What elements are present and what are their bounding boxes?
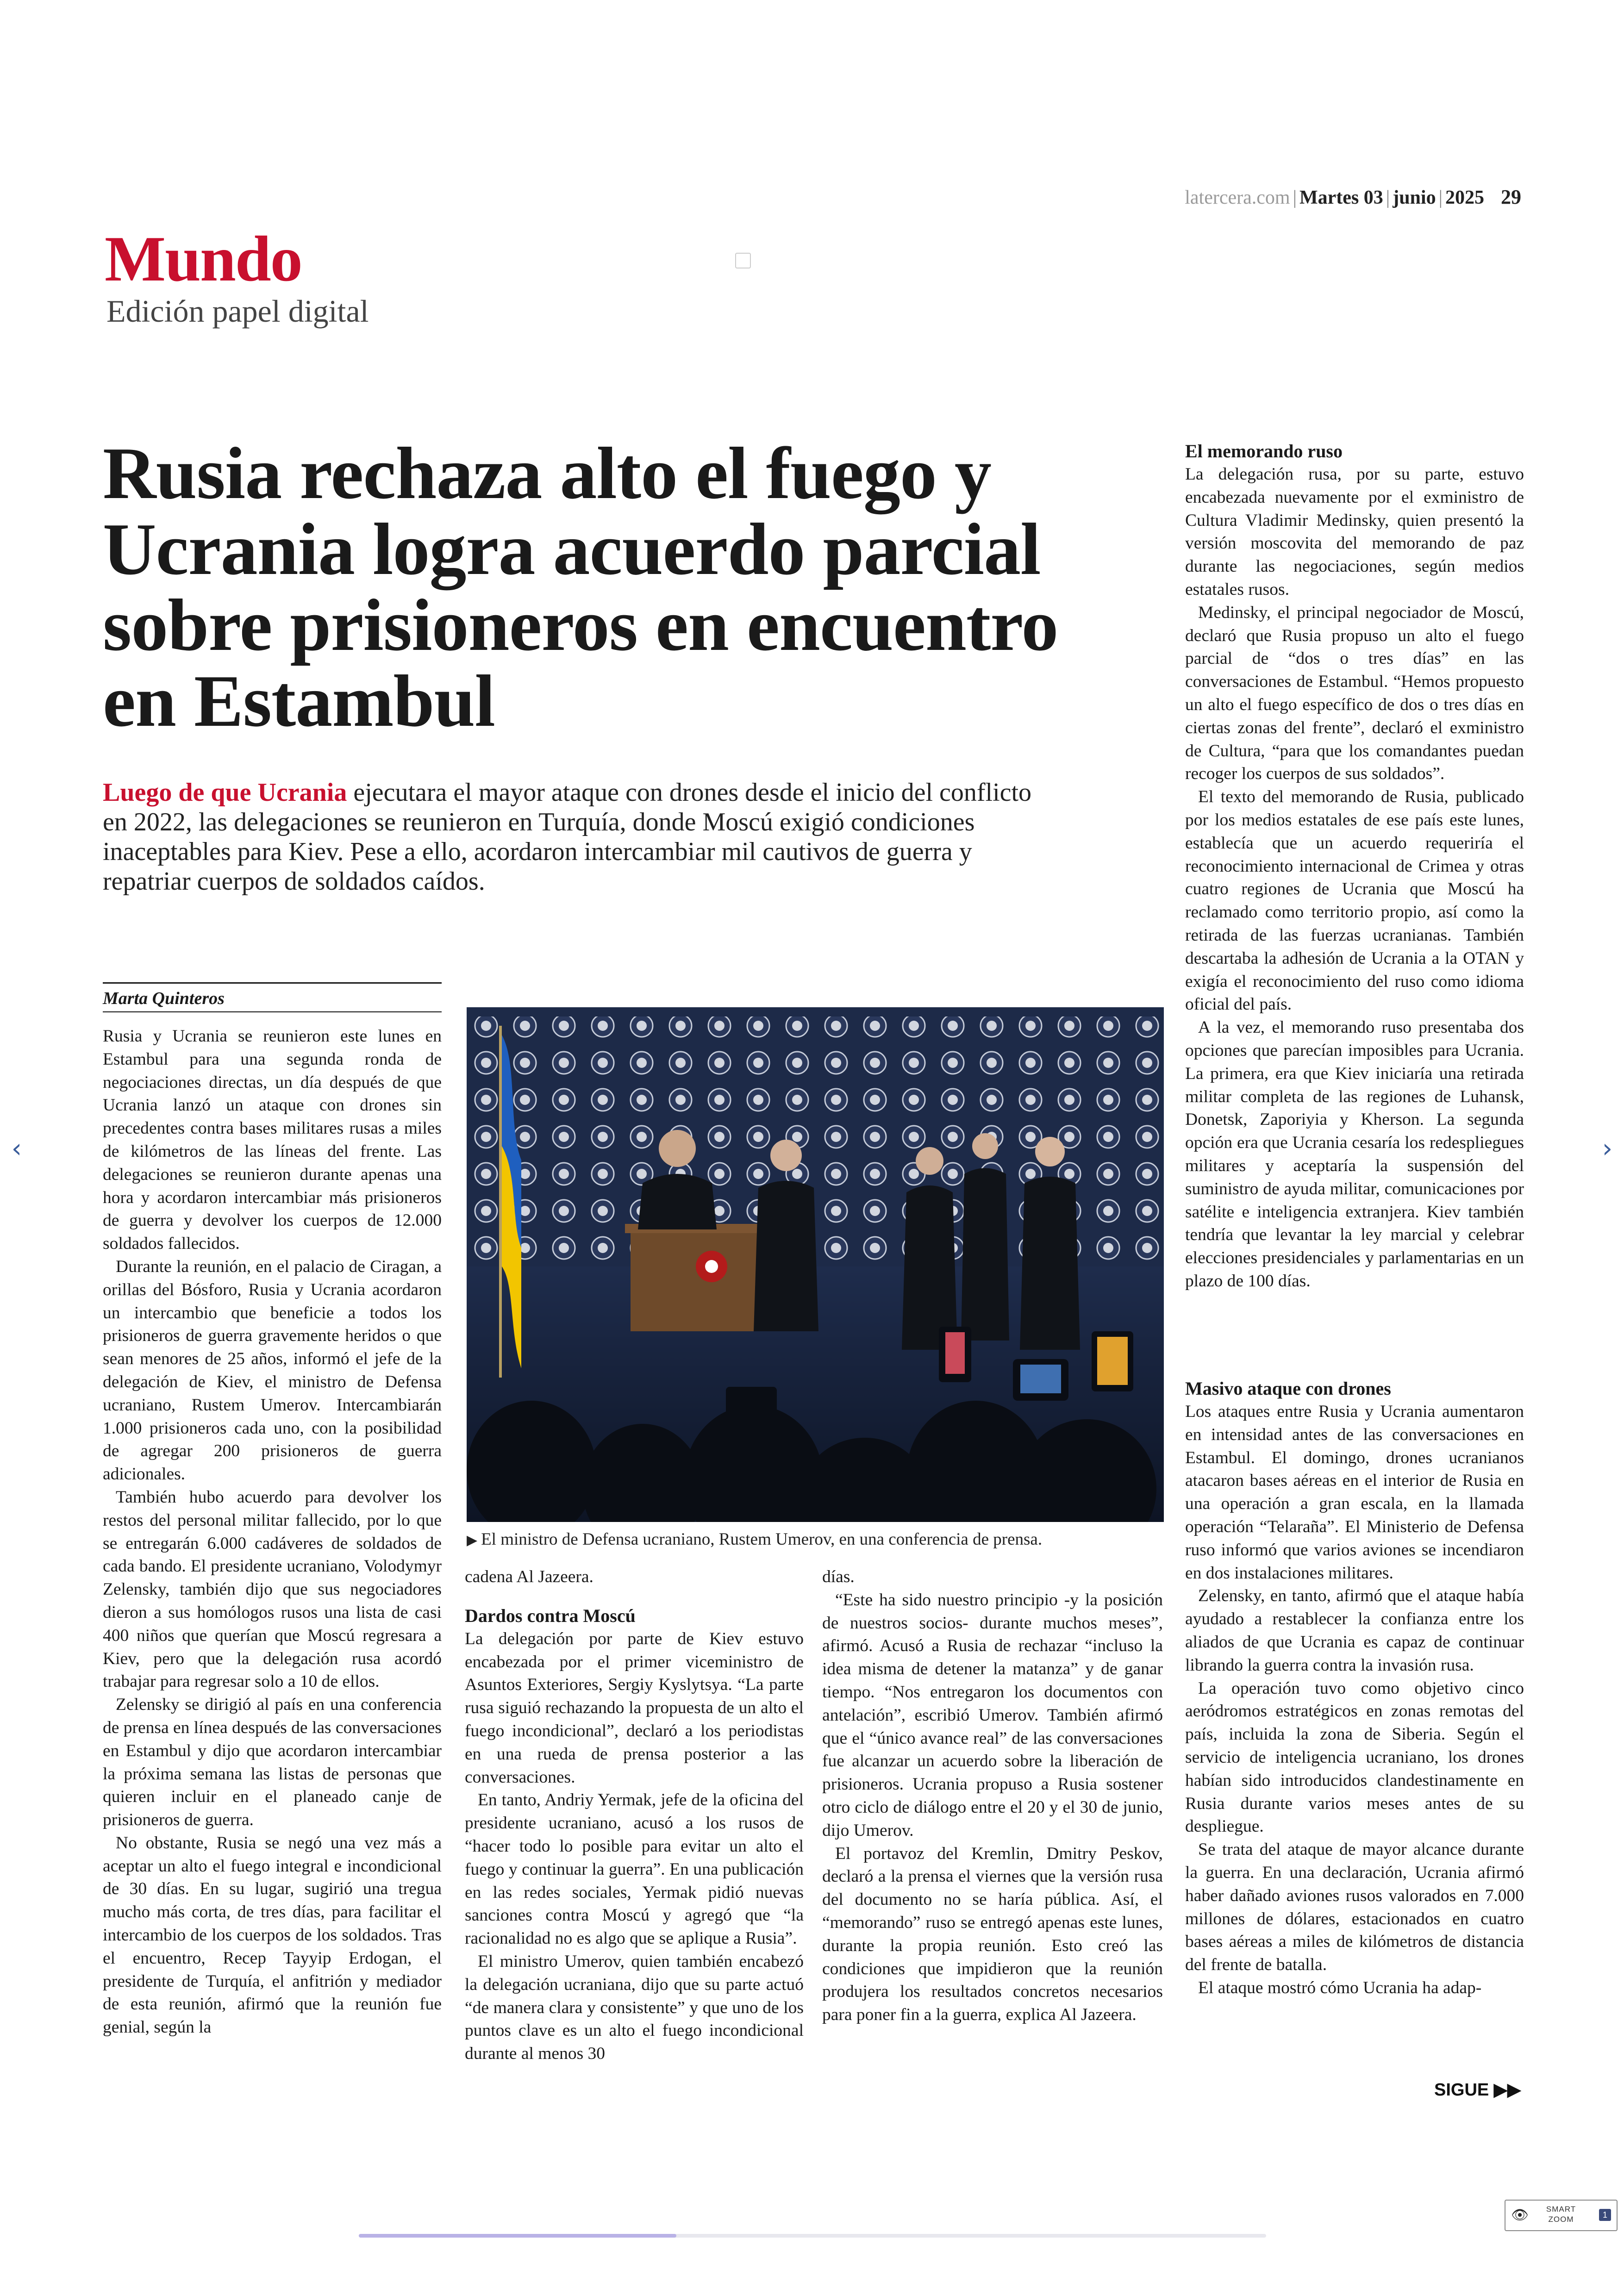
article-column-1 [103,1025,442,2039]
article-column-4-lower [1185,1377,1524,2000]
paragraph: Durante la reunión, en el palacio de Ciragan, a orillas del Bósforo, Rusia y Ucrania acordaron un intercambio que beneficie a todos los prisioneros de guerra gravemente heridos o que sean menores de 25 años, informó el jefe de la delegación de Kiev, el ministro de Defensa ucraniano, Rustem Umerov. Intercambiarán 1.000 prisioneros cada uno, con la posibilidad de agregar 200 prisioneros de guerra adicionales. [103,1257,442,1484]
chevron-left-icon[interactable]: ‹ [11,1134,22,1164]
reading-progress-fill [359,2234,676,2238]
issue-date: Martes 03 [1299,187,1383,208]
article-column-4 [1185,440,1524,1293]
paragraph: La delegación por parte de Kiev estuvo encabezada por el primer viceministro de Asuntos Exteriores, Sergiy Kyslytsya. “La parte rusa siguió rechazando la propuesta de un alto el fuego incondicional”, declaró a los periodistas en una rueda de prensa posterior a las conversaciones. [465,1629,804,1787]
issue-month: junio [1393,187,1436,208]
paragraph: Zelensky, en tanto, afirmó que el ataque había ayudado a restablecer la confianza entre los aliados de que Ucrania es capaz de continuar librando la guerra contra la invasión rusa. [1185,1586,1524,1675]
subheading: Dardos contra Moscú [465,1605,636,1626]
paragraph: El texto del memorando de Rusia, publicado por los medios estatales de ese país este lunes, establecía que un acuerdo requeriría el reconocimiento internacional de Crimea y otras cuatro regiones de Ucrania que Moscú ha reclamado como territorio propio, así como la retirada de las fuerzas ucranianas. También descartaba la adhesión de Ucrania a la OTAN y exigía el reconocimiento del ruso como idioma oficial del país. [1185,787,1524,1014]
paragraph: El ministro Umerov, quien también encabezó la delegación ucraniana, dijo que su parte actuó “de manera clara y consistente” y que uno de los puntos clave es un alto el fuego incondicional durante al menos 30 [465,1952,804,2064]
smart-zoom-badge: 1 [1599,2209,1611,2221]
press-conference-illustration [467,1007,1164,1522]
lead-kicker: Luego de que Ucrania [103,778,347,807]
article-headline: Rusia rechaza alto el fuego y Ucrania logra acuerdo parcial sobre prisioneros en encuentro en Estambul [103,432,1058,742]
caption-arrow-icon: ▶ [467,1533,478,1548]
eye-icon: 👁 [1511,2207,1529,2223]
article-lead [103,778,1052,896]
smart-zoom-label: SMART ZOOM [1546,2205,1576,2224]
paragraph: Rusia y Ucrania se reunieron este lunes en Estambul para una segunda ronda de negociaciones directas, un día después de que Ucrania lanzó un ataque con drones sin precedentes contra bases militares rusas a miles de kilómetros de las líneas del frente. Las delegaciones se reunieron durante apenas una hora y acordaron intercambiar más prisioneros de guerra y devolver los cuerpos de 12.000 soldados fallecidos. [103,1027,442,1254]
paragraph: cadena Al Jazeera. [465,1567,593,1586]
paragraph: Se trata del ataque de mayor alcance durante la guerra. En una declaración, Ucrania afirmó haber dañado aviones rusos valorados en 7.000 millones de dólares, estacionados en cuatro bases aéreas a miles de kilómetros de distancia del frente de batalla. [1185,1840,1524,1975]
page-number: 29 [1501,186,1521,208]
paragraph: La operación tuvo como objetivo cinco aeródromos estratégicos en zonas remotas del país, incluida la zona de Siberia. Según el servicio de inteligencia ucraniano, los drones habían sido introducidos clandestinamente en Rusia durante varios meses antes de su despliegue. [1185,1678,1524,1836]
site-name: latercera.com [1185,187,1290,208]
subheading: Masivo ataque con drones [1185,1378,1391,1399]
article-photo[interactable] [467,1007,1164,1522]
paragraph: A la vez, el memorando ruso presentaba dos opciones que parecían imposibles para Ucrania. La primera, era que Kiev iniciaría una retirada militar completa de las regiones de Luhansk, Donetsk, Zaporiyia y Kherson. La segunda opción era que Ucrania cesaría los redespliegues militares y aceptaría la suspensión del suministro de ayuda militar, comunicaciones por satélite e inteligencia extranjera. Kiev también tendría que levantar la ley marcial y celebrar elecciones presidenciales y parlamentarias en un plazo de 100 días. [1185,1018,1524,1291]
paragraph: No obstante, Rusia se negó una vez más a aceptar un alto el fuego integral e incondicional de 30 días. En su lugar, sugirió una tregua mucho más corta, de tres días, para facilitar el intercambio de los cuerpos de los soldados. Tras el encuentro, Recep Tayyip Erdogan, el presidente de Turquía, el anfitrión y mediador de esta reunión, afirmó que la reunión fue genial, según la [103,1833,442,2037]
continue-label: SIGUE ▶▶ [1434,2080,1521,2100]
paragraph: El ataque mostró cómo Ucrania ha adap- [1198,1978,1482,1997]
paragraph: La delegación rusa, por su parte, estuvo encabezada nuevamente por el exministro de Cultura Vladimir Medinsky, quien presentó la versión moscovita del memorando de paz durante las negociaciones, según medios estatales rusos. [1185,465,1524,599]
subheading: El memorando ruso [1185,441,1343,461]
paragraph: “Este ha sido nuestro principio -y la posición de nuestros socios- durante muchos meses”, afirmó. Acusó a Rusia de rechazar “incluso la idea misma de detener la matanza” y de ganar tiempo. “Nos entregaron los documentos con antelación”, escribió Umerov. También afirmó que el “único avance real” de las conversaciones fue alcanzar un acuerdo sobre la liberación de prisioneros. Ucrania propuso a Rusia sostener otro ciclo de diálogo entre el 20 y el 30 de junio, dijo Umerov. [822,1590,1163,1840]
ad-marker-icon [735,253,751,268]
issue-year: 2025 [1445,187,1484,208]
caption-text: El ministro de Defensa ucraniano, Rustem Umerov, en una conferencia de prensa. [481,1530,1043,1549]
paragraph: Zelensky se dirigió al país en una conferencia de prensa en línea después de las conversaciones en Estambul y dijo que acordaron intercambiar la próxima semana las listas de personas que quieren incluir en el planeado canje de prisioneros de guerra. [103,1695,442,1830]
paragraph: En tanto, Andriy Yermak, jefe de la oficina del presidente ucraniano, acusó a los rusos de “hacer todo lo posible para evitar un alto el fuego y continuar la guerra”. En una publicación en las redes sociales, Yermak pidió nuevas sanciones contra Moscú y agregó que “la racionalidad no es algo que se aplique a Rusia”. [465,1790,804,1948]
byline: Marta Quinteros [103,982,442,1012]
paragraph: días. [822,1567,855,1586]
article-column-3 [822,1565,1163,2027]
page-folio: latercera.com | Martes 03 | junio | 2025 29 [1185,186,1521,208]
lead-text: ejecutara el mayor ataque con drones desde el inicio del conflicto en 2022, las delegaciones se reunieron en Turquía, donde Moscú exigió condiciones inaceptables para Kiev. Pese a ello, acordaron intercambiar mil cautivos de guerra y repatriar cuerpos de soldados caídos. [103,778,1032,896]
article-column-2 [465,1565,804,2065]
chevron-right-icon[interactable]: › [1602,1134,1613,1164]
paragraph: También hubo acuerdo para devolver los restos del personal militar fallecido, por lo que se entregarán 6.000 cadáveres de soldados de cada bando. El presidente ucraniano, Volodymyr Zelensky, también dijo que sus negociadores dieron a sus homólogos rusos una lista de casi 400 niños que querían que Moscú regresara a Kiev, pero que la delegación rusa acordó trabajar para regresar solo a 10 de ellos. [103,1487,442,1691]
smart-zoom-button[interactable] [1505,2200,1618,2231]
section-title: Mundo [105,223,302,295]
edition-label: Edición papel digital [106,293,369,329]
paragraph: El portavoz del Kremlin, Dmitry Peskov, declaró a la prensa el viernes que la versión rusa del documento no se haría pública. Así, el “memorando” ruso se entregó apenas este lunes, durante la propia reunión. Esto creó las condiciones que impidieron que la reunión produjera los resultados concretos necesarios para poner fin a la guerra, explica Al Jazeera. [822,1844,1163,2025]
photo-caption [467,1529,1166,1549]
paragraph: Medinsky, el principal negociador de Moscú, declaró que Rusia propuso un alto el fuego parcial de “dos o tres días” en las conversaciones de Estambul. “Hemos propuesto un alto el fuego específico de dos o tres días en ciertas zonas del frente”, declaró el exministro de Cultura, “para que los comandantes puedan recoger los cuerpos de sus soldados”. [1185,603,1524,784]
paragraph: Los ataques entre Rusia y Ucrania aumentaron en intensidad antes de las conversaciones en Estambul. El domingo, drones ucranianos atacaron bases aéreas en el interior de Rusia en una operación a gran escala, en la llamada operación “Telaraña”. El Ministerio de Defensa ruso informó que varios aviones se incendiaron en dos instalaciones militares. [1185,1402,1524,1583]
